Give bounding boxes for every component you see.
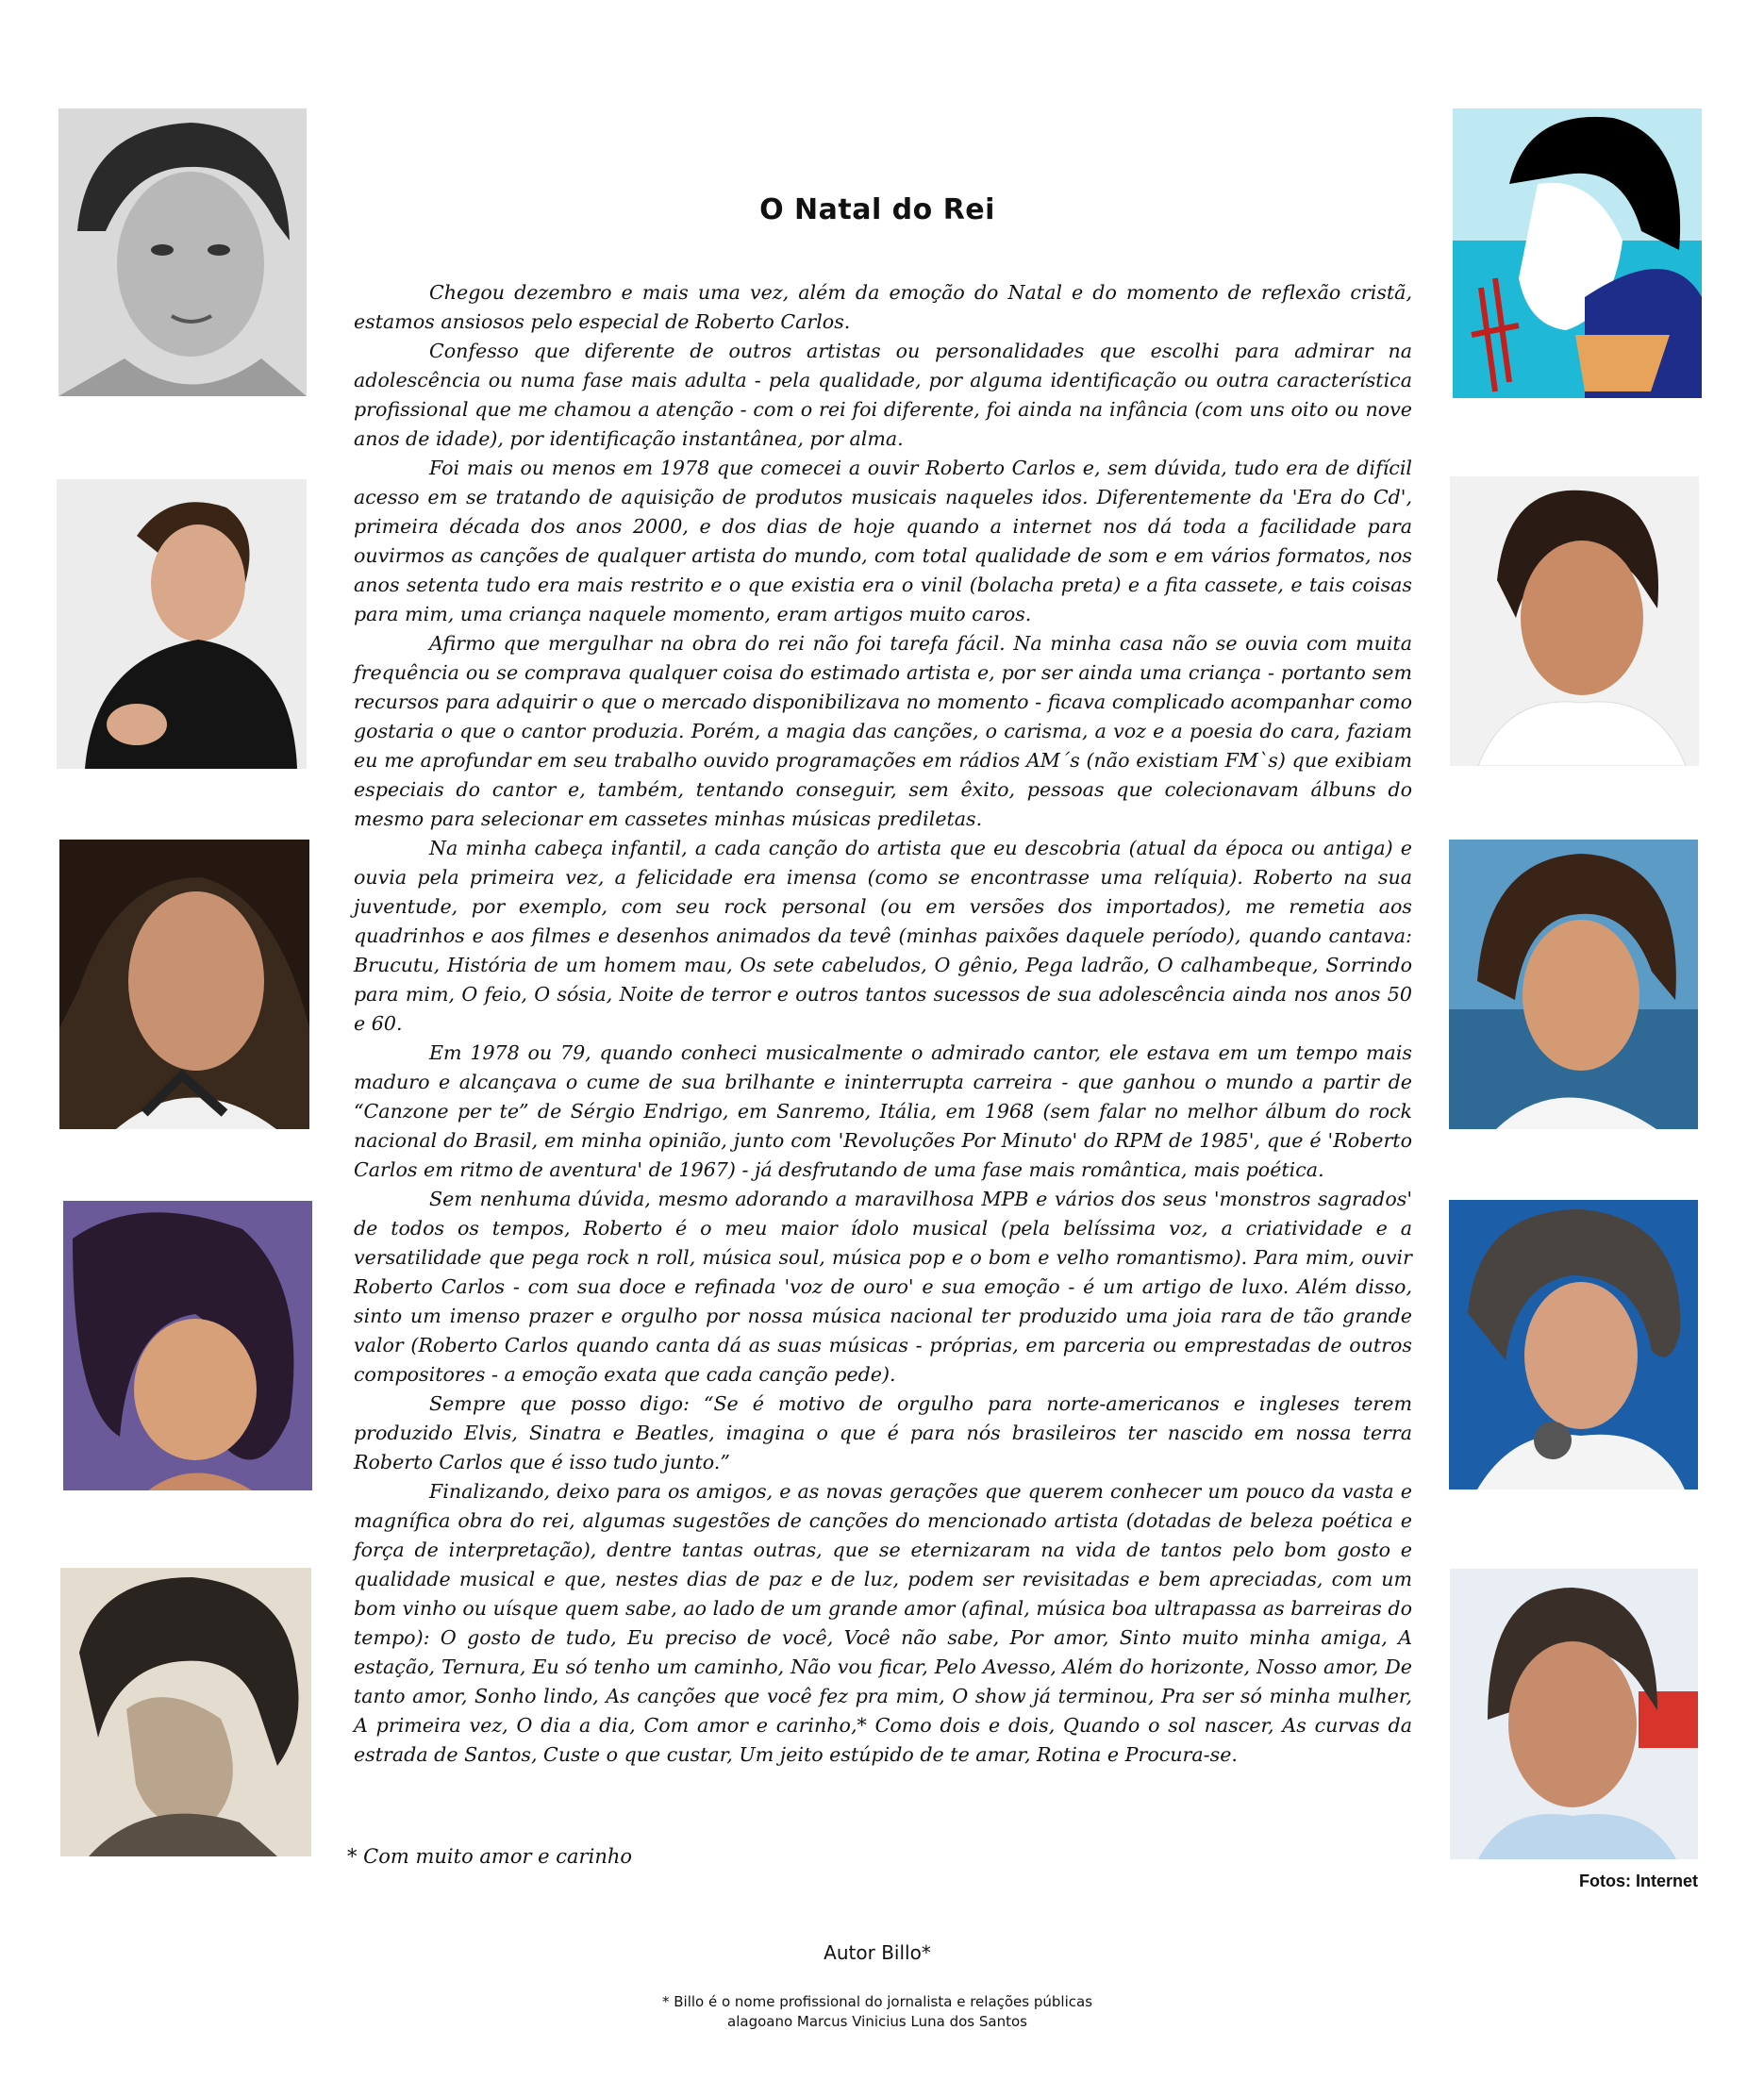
paragraph: Foi mais ou menos em 1978 que comecei a ouvir Roberto Carlos e, sem dúvida, tudo era de difícil acesso em se tratando de aquisição de produtos musicais naqueles idos. Diferentemente da 'Era do Cd', primeira década dos anos 2000, e dos dias de hoje quando a internet nos dá toda a facilidade para ouvirmos as canções de qualquer artista do mundo, com total qualidade de som e em vários formatos, nos anos setenta tudo era mais restrito e o que existia era o vinil (bolacha preta) e a fita cassete, e tais coisas para mim, uma criança naquele momento, eram artigos muito caros. xyxy=(354,457,1412,625)
photo-left-5 xyxy=(60,1568,311,1856)
photo-credit: Fotos: Internet xyxy=(1579,1872,1698,1890)
photo-left-4 xyxy=(63,1201,312,1490)
paragraph: Sempre que posso digo: “Se é motivo de orgulho para norte-americanos e ingleses terem produzido Elvis, Sinatra e Beatles, imagina o que é para nós brasileiros ter nascido em nossa terra Roberto Carlos que é isso tudo junto.” xyxy=(354,1392,1412,1473)
article-title: O Natal do Rei xyxy=(759,193,995,226)
author: Autor Billo* xyxy=(824,1941,931,1964)
paragraph: Em 1978 ou 79, quando conheci musicalmente o admirado cantor, ele estava em um tempo mais maduro e alcançava o cume de sua brilhante e ininterrupta carreira - que ganhou o mundo a partir de “Canzone per te” de Sérgio Endrigo, em Sanremo, Itália, em 1968 (sem falar no melhor álbum do rock nacional do Brasil, em minha opinião, junto com 'Revoluções Por Minuto' do RPM de 1985', que é 'Roberto Carlos em ritmo de aventura' de 1967) - já desfrutando de uma fase mais romântica, mais poética. xyxy=(354,1041,1412,1181)
photo-left-1 xyxy=(58,108,307,396)
photo-left-3 xyxy=(59,840,309,1129)
paragraph: Finalizando, deixo para os amigos, e as novas gerações que querem conhecer um pouco da vasta e magnífica obra do rei, algumas sugestões de canções do mencionado artista (dotadas de beleza poética e força de interpretação), dentre tantas outras, que se eternizaram na vida de tantos pelo bom gosto e qualidade musical e que, nestes dias de paz e de luz, podem ser revisitadas e bem apreciadas, com um bom vinho ou uísque quem sabe, ao lado de um grande amor (afinal, música boa ultrapassa as barreiras do tempo): O gosto de tudo, Eu preciso de você, Você não sabe, Por amor, Sinto muito minha amiga, A estação, Ternura, Eu só tenho um caminho, Não vou ficar, Pelo Avesso, Além do horizonte, Nosso amor, De tanto amor, Sonho lindo, As canções que você fez pra mim, O show já terminou, Pra ser só minha mulher, A primeira vez, O dia a dia, Com amor e carinho,* Como dois e dois, Quando o sol nascer, As curvas da estrada de Santos, Custe o que custar, Um jeito estúpido de te amar, Rotina e Procura-se. xyxy=(354,1480,1412,1766)
photo-left-2 xyxy=(57,479,307,769)
footnote: * Com muito amor e carinho xyxy=(347,1845,633,1868)
photo-right-5 xyxy=(1450,1569,1698,1859)
author-note-line: alagoano Marcus Vinicius Luna dos Santos xyxy=(727,2013,1027,2030)
author-note-line: * Billo é o nome profissional do jornalista e relações públicas xyxy=(661,1993,1093,2010)
paragraph: Confesso que diferente de outros artistas ou personalidades que escolhi para admirar na adolescência ou numa fase mais adulta - pela qualidade, por alguma identificação ou outra característica profissional que me chamou a atenção - com o rei foi diferente, foi ainda na infância (com uns oito ou nove anos de idade), por identificação instantânea, por alma. xyxy=(354,340,1412,450)
photo-right-3 xyxy=(1449,840,1698,1129)
article-body xyxy=(354,278,1412,1770)
photo-right-1 xyxy=(1453,108,1702,398)
author-note xyxy=(566,1992,1189,2032)
paragraph: Afirmo que mergulhar na obra do rei não foi tarefa fácil. Na minha casa não se ouvia com muita frequência ou se comprava qualquer coisa do estimado artista e, por ser ainda uma criança - portanto sem recursos para adquirir o que o mercado disponibilizava no momento - ficava complicado acompanhar como gostaria o que o cantor produzia. Porém, a magia das canções, o carisma, a voz e a poesia do cara, faziam eu me aprofundar em seu trabalho ouvido programações em rádios AM´s (não existiam FM`s) que exibiam especiais do cantor e, também, tentando conseguir, sem êxito, pessoas que colecionavam álbuns do mesmo para selecionar em cassetes minhas músicas prediletas. xyxy=(354,632,1412,830)
paragraph: Sem nenhuma dúvida, mesmo adorando a maravilhosa MPB e vários dos seus 'monstros sagrados' de todos os tempos, Roberto é o meu maior ídolo musical (pela belíssima voz, a criatividade e a versatilidade que pega rock n roll, música soul, música pop e o bom e velho romantismo). Para mim, ouvir Roberto Carlos - com sua doce e refinada 'voz de ouro' e sua emoção - é um artigo de luxo. Além disso, sinto um imenso prazer e orgulho por nossa música nacional ter produzido uma joia rara de tão grande valor (Roberto Carlos quando canta dá as suas músicas - próprias, em parceria ou emprestadas de outros compositores - a emoção exata que cada canção pede). xyxy=(354,1188,1412,1386)
paragraph: Na minha cabeça infantil, a cada canção do artista que eu descobria (atual da época ou antiga) e ouvia pela primeira vez, a felicidade era imensa (como se encontrasse uma relíquia). Roberto na sua juventude, por exemplo, com seu rock personal (ou em versões dos importados), me remetia aos quadrinhos e aos filmes e desenhos animados da tevê (minhas paixões daquele período), quando cantava: Brucutu, História de um homem mau, Os sete cabeludos, O gênio, Pega ladrão, O calhambeque, Sorrindo para mim, O feio, O sósia, Noite de terror e outros tantos sucessos de sua adolescência ainda nos anos 50 e 60. xyxy=(354,837,1412,1035)
photo-right-2 xyxy=(1450,476,1699,766)
photo-right-4 xyxy=(1449,1200,1698,1489)
paragraph: Chegou dezembro e mais uma vez, além da emoção do Natal e do momento de reflexão cristã, estamos ansiosos pelo especial de Roberto Carlos. xyxy=(354,281,1412,333)
